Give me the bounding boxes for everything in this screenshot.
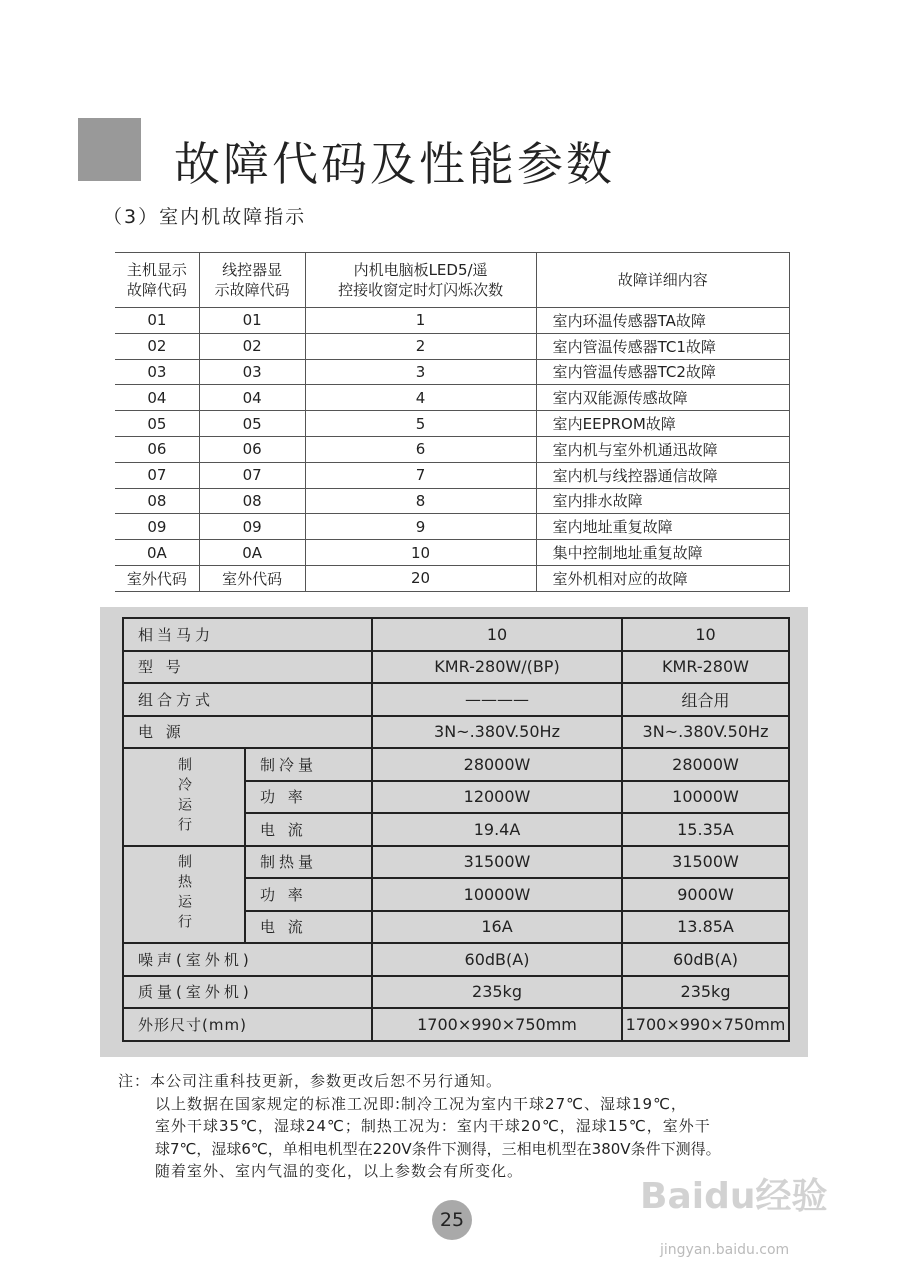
watermark-url: jingyan.baidu.com: [660, 1242, 790, 1258]
table-row: [123, 943, 789, 976]
fault-code-table: [115, 252, 790, 592]
cell: 室内机与室外机通迅故障: [536, 436, 789, 462]
table-row: [123, 618, 789, 651]
cell: 10: [622, 618, 789, 651]
table-row: [115, 308, 790, 334]
cell: 室内双能源传感故障: [536, 385, 789, 411]
cell: 9: [305, 514, 536, 540]
cell: 13.85A: [622, 911, 789, 944]
column-header: 线控器显 示故障代码: [199, 253, 305, 308]
cell: 60dB(A): [372, 943, 622, 976]
row-label: 电 流: [245, 813, 372, 846]
cell: 02: [199, 333, 305, 359]
cell: 07: [115, 462, 199, 488]
cell: 10: [305, 540, 536, 566]
section-marker: [78, 118, 141, 181]
cell: 06: [199, 436, 305, 462]
row-label: 组合方式: [123, 683, 372, 716]
cell: 室内管温传感器TC2故障: [536, 359, 789, 385]
cell: 09: [199, 514, 305, 540]
table-row: [123, 748, 789, 781]
cell: 1700×990×750mm: [622, 1008, 789, 1041]
cell: 28000W: [372, 748, 622, 781]
column-header: 内机电脑板LED5/遥 控接收窗定时灯闪烁次数: [305, 253, 536, 308]
cell: 10: [372, 618, 622, 651]
row-label: 型 号: [123, 651, 372, 684]
table-row: [123, 716, 789, 749]
cell: 235kg: [622, 976, 789, 1009]
cell: 1: [305, 308, 536, 334]
cell: 04: [199, 385, 305, 411]
cell: 8: [305, 488, 536, 514]
cell: 室内排水故障: [536, 488, 789, 514]
row-label: 制热量: [245, 846, 372, 879]
cell: 31500W: [622, 846, 789, 879]
cell: 235kg: [372, 976, 622, 1009]
cell: 室内环温传感器TA故障: [536, 308, 789, 334]
cell: 31500W: [372, 846, 622, 879]
cell: 10000W: [622, 781, 789, 814]
cell: 室内地址重复故障: [536, 514, 789, 540]
cell: 9000W: [622, 878, 789, 911]
cell: 20: [305, 565, 536, 591]
table-row: [115, 462, 790, 488]
cell: 12000W: [372, 781, 622, 814]
cell: 01: [199, 308, 305, 334]
cell: KMR-280W: [622, 651, 789, 684]
note-line: 以上数据在国家规定的标准工况即:制冷工况为室内干球27℃、湿球19℃，: [155, 1094, 687, 1113]
cell: 3N~.380V.50Hz: [622, 716, 789, 749]
cell: 07: [199, 462, 305, 488]
group-label: 制冷运行: [123, 748, 245, 846]
table-row: [115, 565, 790, 591]
table-row: [115, 333, 790, 359]
cell: 60dB(A): [622, 943, 789, 976]
cell: 室外代码: [115, 565, 199, 591]
cell: 06: [115, 436, 199, 462]
cell: 09: [115, 514, 199, 540]
cell: ————: [372, 683, 622, 716]
cell: KMR-280W/(BP): [372, 651, 622, 684]
cell: 03: [115, 359, 199, 385]
table-row: [115, 411, 790, 437]
cell: 5: [305, 411, 536, 437]
group-label: 制热运行: [123, 846, 245, 944]
row-label: 电 流: [245, 911, 372, 944]
page-number: 25: [432, 1200, 472, 1240]
cell: 1700×990×750mm: [372, 1008, 622, 1041]
row-label: 质量(室外机): [123, 976, 372, 1009]
cell: 6: [305, 436, 536, 462]
table-row: [115, 436, 790, 462]
cell: 组合用: [622, 683, 789, 716]
note-line: 室外干球35℃，湿球24℃；制热工况为：室内干球20℃，湿球15℃，室外干: [155, 1117, 711, 1135]
cell: 2: [305, 333, 536, 359]
note-line: 随着室外、室内气温的变化，以上参数会有所变化。: [155, 1162, 524, 1180]
page-title: 故障代码及性能参数: [174, 137, 615, 191]
row-label: 噪声(室外机): [123, 943, 372, 976]
table-row: [115, 488, 790, 514]
cell: 室内管温传感器TC1故障: [536, 333, 789, 359]
table-row: [123, 1008, 789, 1041]
column-header: 故障详细内容: [536, 253, 789, 308]
table-row: [115, 514, 790, 540]
cell: 室内EEPROM故障: [536, 411, 789, 437]
cell: 03: [199, 359, 305, 385]
cell: 02: [115, 333, 199, 359]
cell: 05: [115, 411, 199, 437]
cell: 05: [199, 411, 305, 437]
table-row: [123, 846, 789, 879]
cell: 16A: [372, 911, 622, 944]
cell: 4: [305, 385, 536, 411]
row-label: 外形尺寸(mm): [123, 1008, 372, 1041]
cell: 0A: [115, 540, 199, 566]
note-line: 注：本公司注重科技更新，参数更改后恕不另行通知。: [118, 1072, 503, 1090]
table-row: [115, 359, 790, 385]
row-label: 功 率: [245, 781, 372, 814]
table-row: [115, 385, 790, 411]
spec-table: [122, 617, 790, 1042]
cell: 28000W: [622, 748, 789, 781]
cell: 04: [115, 385, 199, 411]
watermark-logo: Baidu经验: [640, 1176, 828, 1217]
cell: 3N~.380V.50Hz: [372, 716, 622, 749]
cell: 19.4A: [372, 813, 622, 846]
row-label: 电 源: [123, 716, 372, 749]
cell: 集中控制地址重复故障: [536, 540, 789, 566]
notes: [118, 1070, 721, 1183]
note-line: 球7℃，湿球6℃，单相电机型在220V条件下测得，三相电机型在380V条件下测得。: [155, 1139, 721, 1158]
cell: 15.35A: [622, 813, 789, 846]
table-row: [115, 540, 790, 566]
cell: 08: [115, 488, 199, 514]
column-header: 主机显示 故障代码: [115, 253, 199, 308]
table-row: [123, 651, 789, 684]
cell: 7: [305, 462, 536, 488]
cell: 01: [115, 308, 199, 334]
table-row: [123, 976, 789, 1009]
cell: 0A: [199, 540, 305, 566]
table-header-row: [115, 253, 790, 308]
cell: 3: [305, 359, 536, 385]
cell: 室外机相对应的故障: [536, 565, 789, 591]
row-label: 制冷量: [245, 748, 372, 781]
table-row: [123, 683, 789, 716]
cell: 室内机与线控器通信故障: [536, 462, 789, 488]
section-subtitle: （3）室内机故障指示: [103, 206, 307, 228]
row-label: 功 率: [245, 878, 372, 911]
row-label: 相当马力: [123, 618, 372, 651]
cell: 室外代码: [199, 565, 305, 591]
cell: 08: [199, 488, 305, 514]
cell: 10000W: [372, 878, 622, 911]
